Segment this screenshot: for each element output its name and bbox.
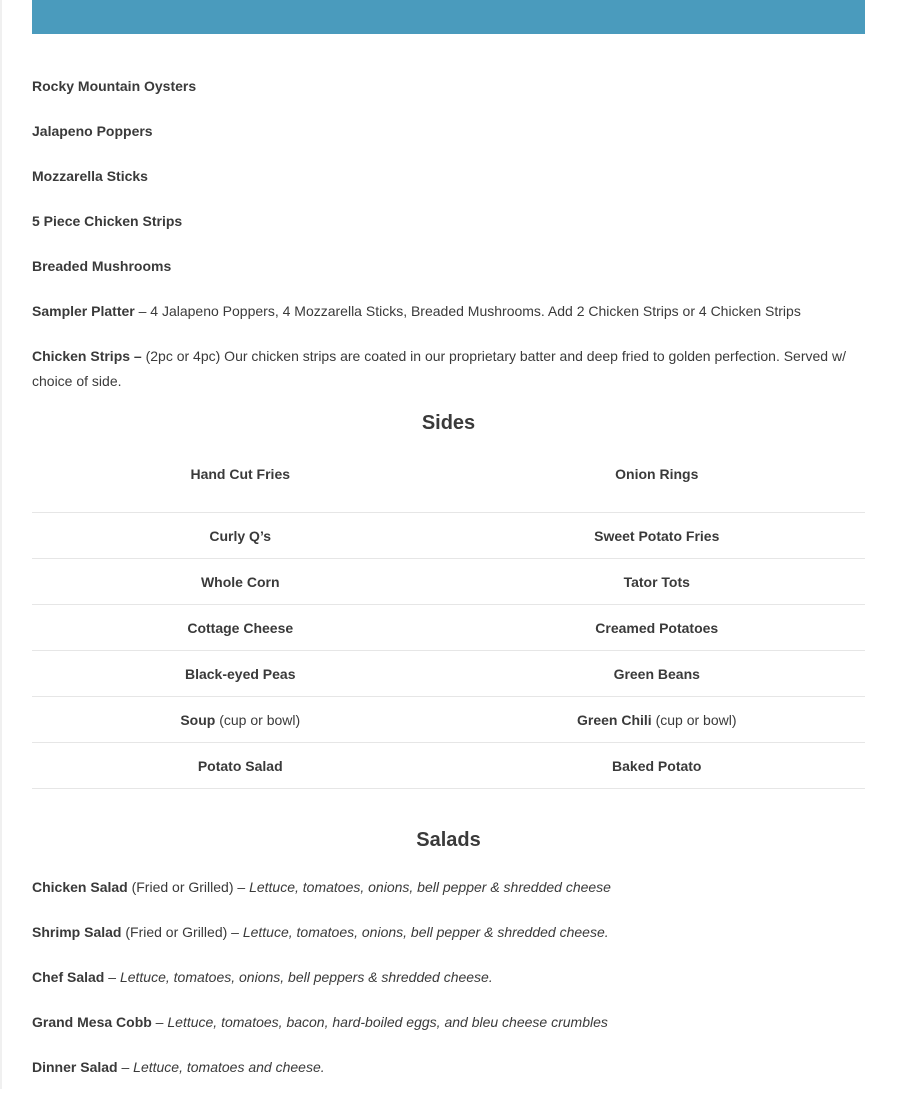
appetizer-desc: (2pc or 4pc) Our chicken strips are coated in our proprietary batter and deep fried to golden perfection. Served w/ choice of side.	[32, 348, 846, 389]
side-note: (cup or bowl)	[651, 711, 737, 728]
side-name: Whole Corn	[200, 573, 280, 590]
side-name: Sweet Potato Fries	[594, 527, 720, 544]
appetizer-item	[32, 254, 865, 279]
appetizer-item	[32, 344, 865, 394]
appetizer-name: 5 Piece Chicken Strips	[32, 213, 183, 229]
salad-desc: Lettuce, tomatoes, onions, bell pepper & shredded cheese	[249, 879, 611, 895]
salads-list	[32, 875, 865, 1080]
salad-option: (Fried or Grilled) –	[121, 924, 243, 940]
table-row	[32, 697, 865, 743]
appetizer-item	[32, 164, 865, 189]
table-row	[32, 605, 865, 651]
salad-name: Chicken Salad	[32, 879, 128, 895]
side-cell	[32, 513, 449, 559]
salad-desc: Lettuce, tomatoes and cheese.	[133, 1059, 325, 1075]
table-row	[32, 743, 865, 789]
salad-item	[32, 1010, 865, 1035]
side-cell	[449, 743, 866, 789]
sides-table	[32, 466, 865, 789]
side-cell	[449, 697, 866, 743]
side-cell	[449, 466, 866, 513]
appetizer-name: Sampler Platter	[32, 303, 135, 319]
salad-option: (Fried or Grilled) –	[127, 879, 250, 895]
salad-desc: Lettuce, tomatoes, bacon, hard-boiled eggs, and bleu cheese crumbles	[167, 1014, 608, 1030]
side-note: (cup or bowl)	[215, 711, 301, 728]
salad-item	[32, 920, 865, 945]
salads-heading: Salads	[416, 829, 481, 851]
menu-content	[32, 0, 865, 1100]
appetizer-item	[32, 299, 865, 324]
side-cell	[32, 559, 449, 605]
salad-option: –	[104, 969, 120, 985]
side-cell	[32, 651, 449, 697]
side-name: Black-eyed Peas	[184, 665, 296, 682]
side-cell	[32, 743, 449, 789]
side-name: Potato Salad	[197, 757, 283, 774]
table-row	[32, 559, 865, 605]
appetizers-banner	[32, 0, 865, 34]
salad-name: Chef Salad	[32, 969, 105, 985]
side-cell	[32, 466, 449, 513]
side-name: Onion Rings	[615, 466, 699, 482]
side-name: Tator Tots	[623, 573, 690, 590]
table-row	[32, 651, 865, 697]
side-name: Baked Potato	[612, 757, 702, 774]
page-edge	[0, 0, 2, 1089]
side-name: Hand Cut Fries	[190, 466, 291, 482]
side-name: Cottage Cheese	[187, 619, 294, 636]
appetizer-name: Mozzarella Sticks	[32, 168, 148, 184]
appetizers-list	[32, 74, 865, 394]
salad-item	[32, 965, 865, 990]
sides-heading: Sides	[421, 412, 476, 434]
appetizer-item	[32, 209, 865, 234]
salad-item	[32, 875, 865, 900]
salad-name: Grand Mesa Cobb	[32, 1014, 152, 1030]
side-name: Curly Q’s	[209, 527, 272, 544]
table-row	[32, 513, 865, 559]
side-name: Soup	[180, 711, 216, 728]
salad-item	[32, 1055, 865, 1080]
appetizer-name: Chicken Strips –	[32, 348, 146, 364]
side-name: Green Beans	[613, 665, 700, 682]
side-cell	[449, 651, 866, 697]
appetizer-item	[32, 74, 865, 99]
appetizer-name: Jalapeno Poppers	[32, 123, 153, 139]
side-cell	[449, 513, 866, 559]
salad-desc: Lettuce, tomatoes, onions, bell pepper & shredded cheese.	[242, 924, 609, 940]
salad-name: Shrimp Salad	[32, 924, 122, 940]
appetizer-item	[32, 119, 865, 144]
side-name: Green Chili	[577, 711, 652, 728]
side-cell	[32, 697, 449, 743]
appetizer-name: Rocky Mountain Oysters	[32, 78, 197, 94]
appetizer-desc: – 4 Jalapeno Poppers, 4 Mozzarella Sticks, Breaded Mushrooms. Add 2 Chicken Strips or 4 Chicken Strips	[134, 303, 801, 319]
side-name: Creamed Potatoes	[595, 619, 719, 636]
salad-desc: Lettuce, tomatoes, onions, bell peppers & shredded cheese.	[119, 969, 493, 985]
side-cell	[449, 559, 866, 605]
salad-option: –	[117, 1059, 134, 1075]
appetizer-name: Breaded Mushrooms	[32, 258, 172, 274]
side-cell	[32, 605, 449, 651]
side-cell	[449, 605, 866, 651]
salad-option: –	[151, 1014, 168, 1030]
salad-name: Dinner Salad	[32, 1059, 118, 1075]
table-row	[32, 466, 865, 513]
